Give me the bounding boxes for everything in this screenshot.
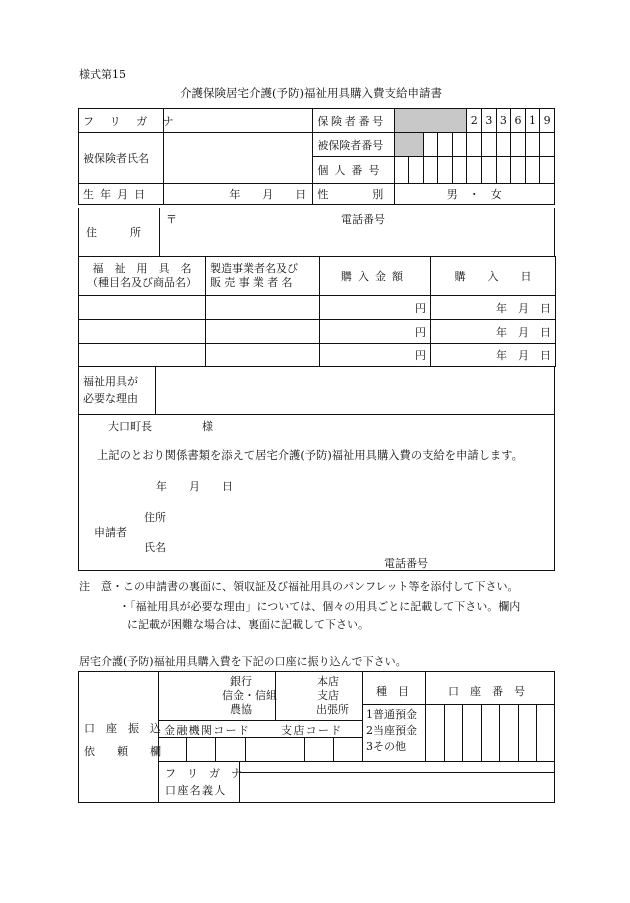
personal-digit-box[interactable] [438, 157, 453, 184]
postal-mark: 〒 [166, 213, 177, 226]
form-title: 介護保険居宅介護(予防)福祉用具購入費支給申請書 [180, 86, 442, 100]
maker-header-1: 製造事業者名及び [210, 262, 298, 275]
personal-digit-box[interactable] [511, 157, 526, 184]
branch-code-label: 支店コード [281, 724, 343, 737]
branch-types [316, 675, 349, 717]
code-top-line [158, 720, 362, 721]
holder-furigana-line [239, 772, 555, 773]
bank-instruction: 居宅介護(予防)福祉用具購入費を下記の口座に振り込んで下さい。 [79, 655, 407, 668]
bank-types [222, 675, 277, 717]
applicant-table [78, 108, 555, 205]
applicant-phone-label: 電話番号 [384, 557, 428, 570]
personal-digit-box[interactable] [423, 157, 438, 184]
insured-digit-box[interactable] [525, 133, 540, 157]
bank-label-1: 口 座 振 込 [84, 722, 161, 735]
personal-digit-box[interactable] [496, 157, 511, 184]
kind-divider [362, 671, 363, 761]
application-date[interactable]: 年 月 日 [156, 480, 233, 493]
insurer-digit: 6 [511, 109, 526, 133]
insured-digit-box[interactable] [452, 133, 467, 157]
insurer-digit: 9 [540, 109, 555, 133]
kind-option-3[interactable]: 3その他 [366, 740, 406, 753]
insured-name-field[interactable] [164, 133, 313, 184]
insurer-number-label: 保険者番号 [313, 109, 394, 133]
dob-label: 生年月日 [79, 184, 164, 205]
account-number-field[interactable] [426, 705, 554, 760]
account-header: 口 座 番 号 [448, 685, 525, 698]
personal-digit-box[interactable] [409, 157, 424, 184]
holder-furigana-field[interactable] [241, 762, 553, 771]
personal-digit-box[interactable] [482, 157, 497, 184]
sex-label: 性 別 [313, 184, 394, 205]
insured-digit-box[interactable] [540, 133, 555, 157]
honorific: 様 [202, 420, 213, 433]
insurer-number-shaded [394, 109, 467, 133]
note-1 [79, 578, 518, 594]
reason-label-2: 必要な理由 [83, 392, 138, 405]
insurer-digit: 1 [525, 109, 540, 133]
furigana-field[interactable] [164, 109, 313, 133]
insured-digit-box[interactable] [511, 133, 526, 157]
applicant-label: 申請者 [94, 526, 127, 539]
branch-type-2: 支店 [317, 689, 339, 702]
insured-digit-box[interactable] [467, 133, 482, 157]
branch-type-3: 出張所 [316, 703, 349, 716]
kind-option-1[interactable]: 1普通預金 [366, 708, 417, 721]
insured-name-label: 被保険者氏名 [79, 133, 164, 184]
note-2b: に記載が困難な場合は、裏面に記載して下さい。 [127, 618, 369, 631]
amount-header: 購入金額 [320, 257, 431, 296]
item-name-cell[interactable] [79, 296, 206, 320]
date-cell[interactable]: 年 月 日 [431, 320, 556, 344]
maker-header [206, 257, 320, 296]
item-name-header [79, 257, 206, 296]
date-cell[interactable]: 年 月 日 [431, 344, 556, 367]
code-input-area[interactable] [159, 738, 361, 760]
personal-number-label: 個人番号 [313, 157, 394, 184]
items-table [78, 256, 556, 367]
amount-cell[interactable]: 円 [320, 344, 431, 367]
amount-cell[interactable]: 円 [320, 320, 431, 344]
furigana-label: フ リ ガ ナ [79, 109, 164, 133]
amount-cell[interactable]: 円 [320, 296, 431, 320]
personal-digit-box[interactable] [540, 157, 555, 184]
insured-digit-box[interactable] [438, 133, 453, 157]
insured-digit-box[interactable] [423, 133, 438, 157]
note-head: 注 意・ [79, 580, 123, 593]
reason-label-1: 福祉用具が [83, 375, 138, 388]
form-number: 様式第15 [79, 68, 126, 81]
reason-label [83, 373, 138, 407]
note-2a: ・「福祉用具が必要な理由」については、個々の用具ごとに記載して下さい。欄内 [119, 600, 521, 613]
personal-digit-box[interactable] [394, 157, 409, 184]
item-name-cell[interactable] [79, 344, 206, 367]
addressee: 大口町長 [108, 420, 152, 433]
applicant-name-label: 氏名 [144, 541, 166, 554]
personal-digit-box[interactable] [525, 157, 540, 184]
note-1-text: この申請書の裏面に、領収証及び福祉用具のパンフレット等を添付して下さい。 [123, 580, 519, 593]
holder-furigana-label: フ リ ガ ナ [165, 767, 242, 780]
sex-options[interactable]: 男 ・ 女 [394, 184, 554, 205]
insured-number-label: 被保険者番号 [313, 133, 394, 157]
dob-field[interactable]: 年 月 日 [164, 184, 313, 205]
bank-type-2: 信金・信組 [222, 689, 277, 702]
application-statement: 上記のとおり関係書類を添えて居宅介護(予防)福祉用具購入費の支給を申請します。 [97, 449, 523, 462]
insurer-digit: 3 [482, 109, 497, 133]
address-label: 住 所 [86, 226, 141, 239]
holder-label: 口座名義人 [165, 784, 227, 797]
item-name-header-1: 福 祉 用 具 名 [92, 262, 192, 275]
item-name-cell[interactable] [79, 320, 206, 344]
insured-digit-box[interactable] [482, 133, 497, 157]
fin-code-label: 金融機関コード [164, 724, 251, 737]
insurer-digit: 2 [467, 109, 482, 133]
date-cell[interactable]: 年 月 日 [431, 296, 556, 320]
item-name-header-2: （種目名及び商品名） [87, 276, 197, 289]
address-field[interactable] [162, 226, 552, 254]
insured-number-shaded [394, 133, 423, 157]
personal-digit-box[interactable] [467, 157, 482, 184]
phone-label: 電話番号 [341, 213, 385, 226]
kind-option-2[interactable]: 2当座預金 [366, 724, 417, 737]
kind-options[interactable] [366, 707, 417, 755]
insurer-digit: 3 [496, 109, 511, 133]
applicant-address-label: 住所 [144, 511, 166, 524]
maker-header-2: 販売事業者名 [210, 276, 296, 289]
bank-label-2: 依 頼 欄 [84, 745, 161, 758]
date-header: 購 入 日 [431, 257, 556, 296]
reason-field[interactable] [158, 368, 552, 412]
insured-digit-box[interactable] [496, 133, 511, 157]
bank-type-3: 農協 [230, 703, 252, 716]
personal-digit-box[interactable] [452, 157, 467, 184]
branch-type-1: 本店 [317, 675, 339, 688]
bank-type-1: 銀行 [230, 675, 252, 688]
maker-cell[interactable] [206, 296, 320, 320]
maker-cell[interactable] [206, 320, 320, 344]
kind-header: 種 目 [376, 685, 409, 698]
holder-name-field[interactable] [241, 774, 553, 801]
maker-cell[interactable] [206, 344, 320, 367]
bank-branch-divider [275, 671, 276, 720]
